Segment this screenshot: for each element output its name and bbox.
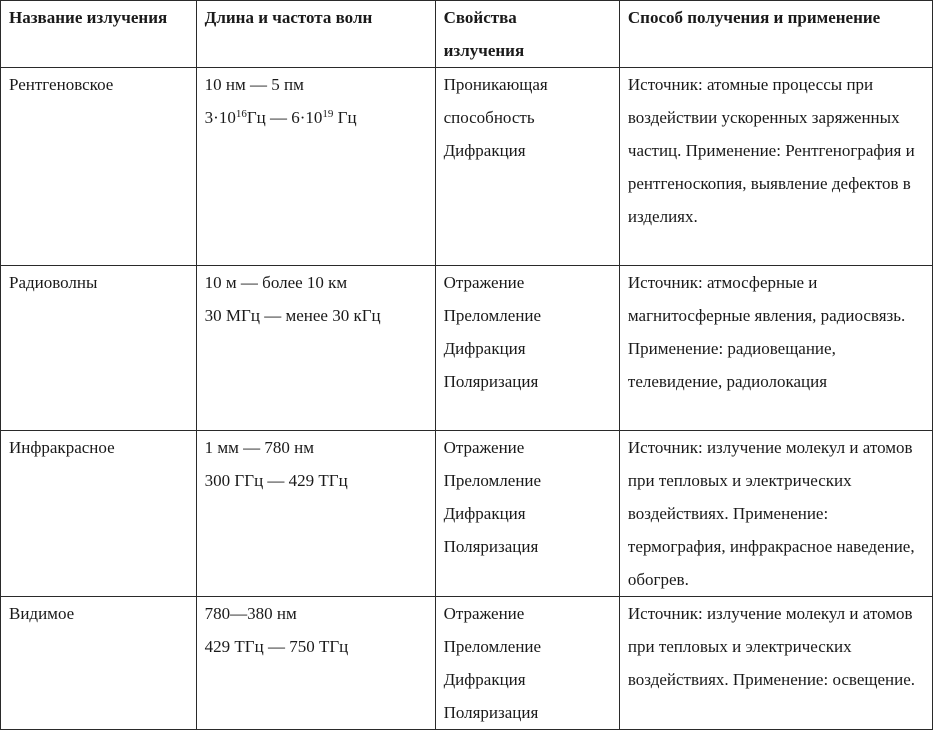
header-properties-text: Свойства излучения bbox=[443, 8, 525, 60]
header-usage: Способ получения и применение bbox=[619, 1, 932, 68]
property-item: Отражение bbox=[443, 273, 525, 292]
wave-cell bbox=[196, 597, 435, 730]
usage-cell bbox=[619, 597, 932, 730]
usage-cell bbox=[619, 68, 932, 266]
frequency: 300 ГГц — 429 ТГц bbox=[204, 471, 348, 490]
wave-cell bbox=[196, 431, 435, 597]
properties-cell bbox=[435, 68, 619, 266]
header-properties bbox=[435, 1, 619, 68]
freq-part: Гц — 6·10 bbox=[246, 108, 323, 127]
property-item: способность bbox=[443, 108, 535, 127]
table-row bbox=[1, 266, 933, 431]
wavelength: 10 нм — 5 пм bbox=[204, 75, 304, 94]
property-item: Отражение bbox=[443, 604, 525, 623]
property-item: Преломление bbox=[443, 306, 542, 325]
usage-cell bbox=[619, 266, 932, 431]
properties-cell bbox=[435, 597, 619, 730]
property-item: Дифракция bbox=[443, 504, 526, 523]
usage-text: Источник: излучение молекул и атомов при тепловых и электрических воздействиях. Применение: термография, инфракрасное наведение, обогрев. bbox=[627, 438, 915, 589]
radiation-name: Видимое bbox=[1, 597, 197, 730]
property-item: Дифракция bbox=[443, 670, 526, 689]
table-header-row bbox=[1, 1, 933, 68]
freq-part: 3·10 bbox=[204, 108, 236, 127]
freq-exponent: 19 bbox=[322, 108, 334, 120]
header-name: Название излучения bbox=[1, 1, 197, 68]
property-item: Отражение bbox=[443, 438, 525, 457]
property-item: Проникающая bbox=[443, 75, 548, 94]
frequency: 30 МГц — менее 30 кГц bbox=[204, 306, 381, 325]
radiation-name: Рентгеновское bbox=[1, 68, 197, 266]
wavelength: 10 м — более 10 км bbox=[204, 273, 348, 292]
radiation-name: Инфракрасное bbox=[1, 431, 197, 597]
properties-cell bbox=[435, 266, 619, 431]
table-row bbox=[1, 431, 933, 597]
wavelength: 1 мм — 780 нм bbox=[204, 438, 315, 457]
frequency: 429 ТГц — 750 ТГц bbox=[204, 637, 349, 656]
usage-text: Источник: излучение молекул и атомов при тепловых и электрических воздействиях. Применение: освещение. bbox=[627, 604, 916, 689]
property-item: Поляризация bbox=[443, 372, 539, 391]
usage-cell bbox=[619, 431, 932, 597]
frequency bbox=[205, 101, 429, 134]
usage-text: Источник: атомные процессы при воздействии ускоренных заряженных частиц. Применение: Рентгенография и рентгеноскопия, выявление дефектов в изделиях. bbox=[627, 75, 915, 226]
radiation-name: Радиоволны bbox=[1, 266, 197, 431]
property-item: Преломление bbox=[443, 637, 542, 656]
property-item: Поляризация bbox=[443, 537, 539, 556]
header-wave: Длина и частота волн bbox=[196, 1, 435, 68]
properties-cell bbox=[435, 431, 619, 597]
property-item: Поляризация bbox=[443, 703, 539, 722]
wave-cell bbox=[196, 266, 435, 431]
freq-part: Гц bbox=[333, 108, 357, 127]
usage-text: Источник: атмосферные и магнитосферные явления, радиосвязь. Применение: радиовещание, телевидение, радиолокация bbox=[627, 273, 906, 391]
table-row bbox=[1, 68, 933, 266]
property-item: Дифракция bbox=[443, 141, 526, 160]
property-item: Преломление bbox=[443, 471, 542, 490]
property-item: Дифракция bbox=[443, 339, 526, 358]
wave-cell bbox=[196, 68, 435, 266]
table-row bbox=[1, 597, 933, 730]
freq-exponent: 16 bbox=[235, 108, 247, 120]
wavelength: 780—380 нм bbox=[204, 604, 297, 623]
